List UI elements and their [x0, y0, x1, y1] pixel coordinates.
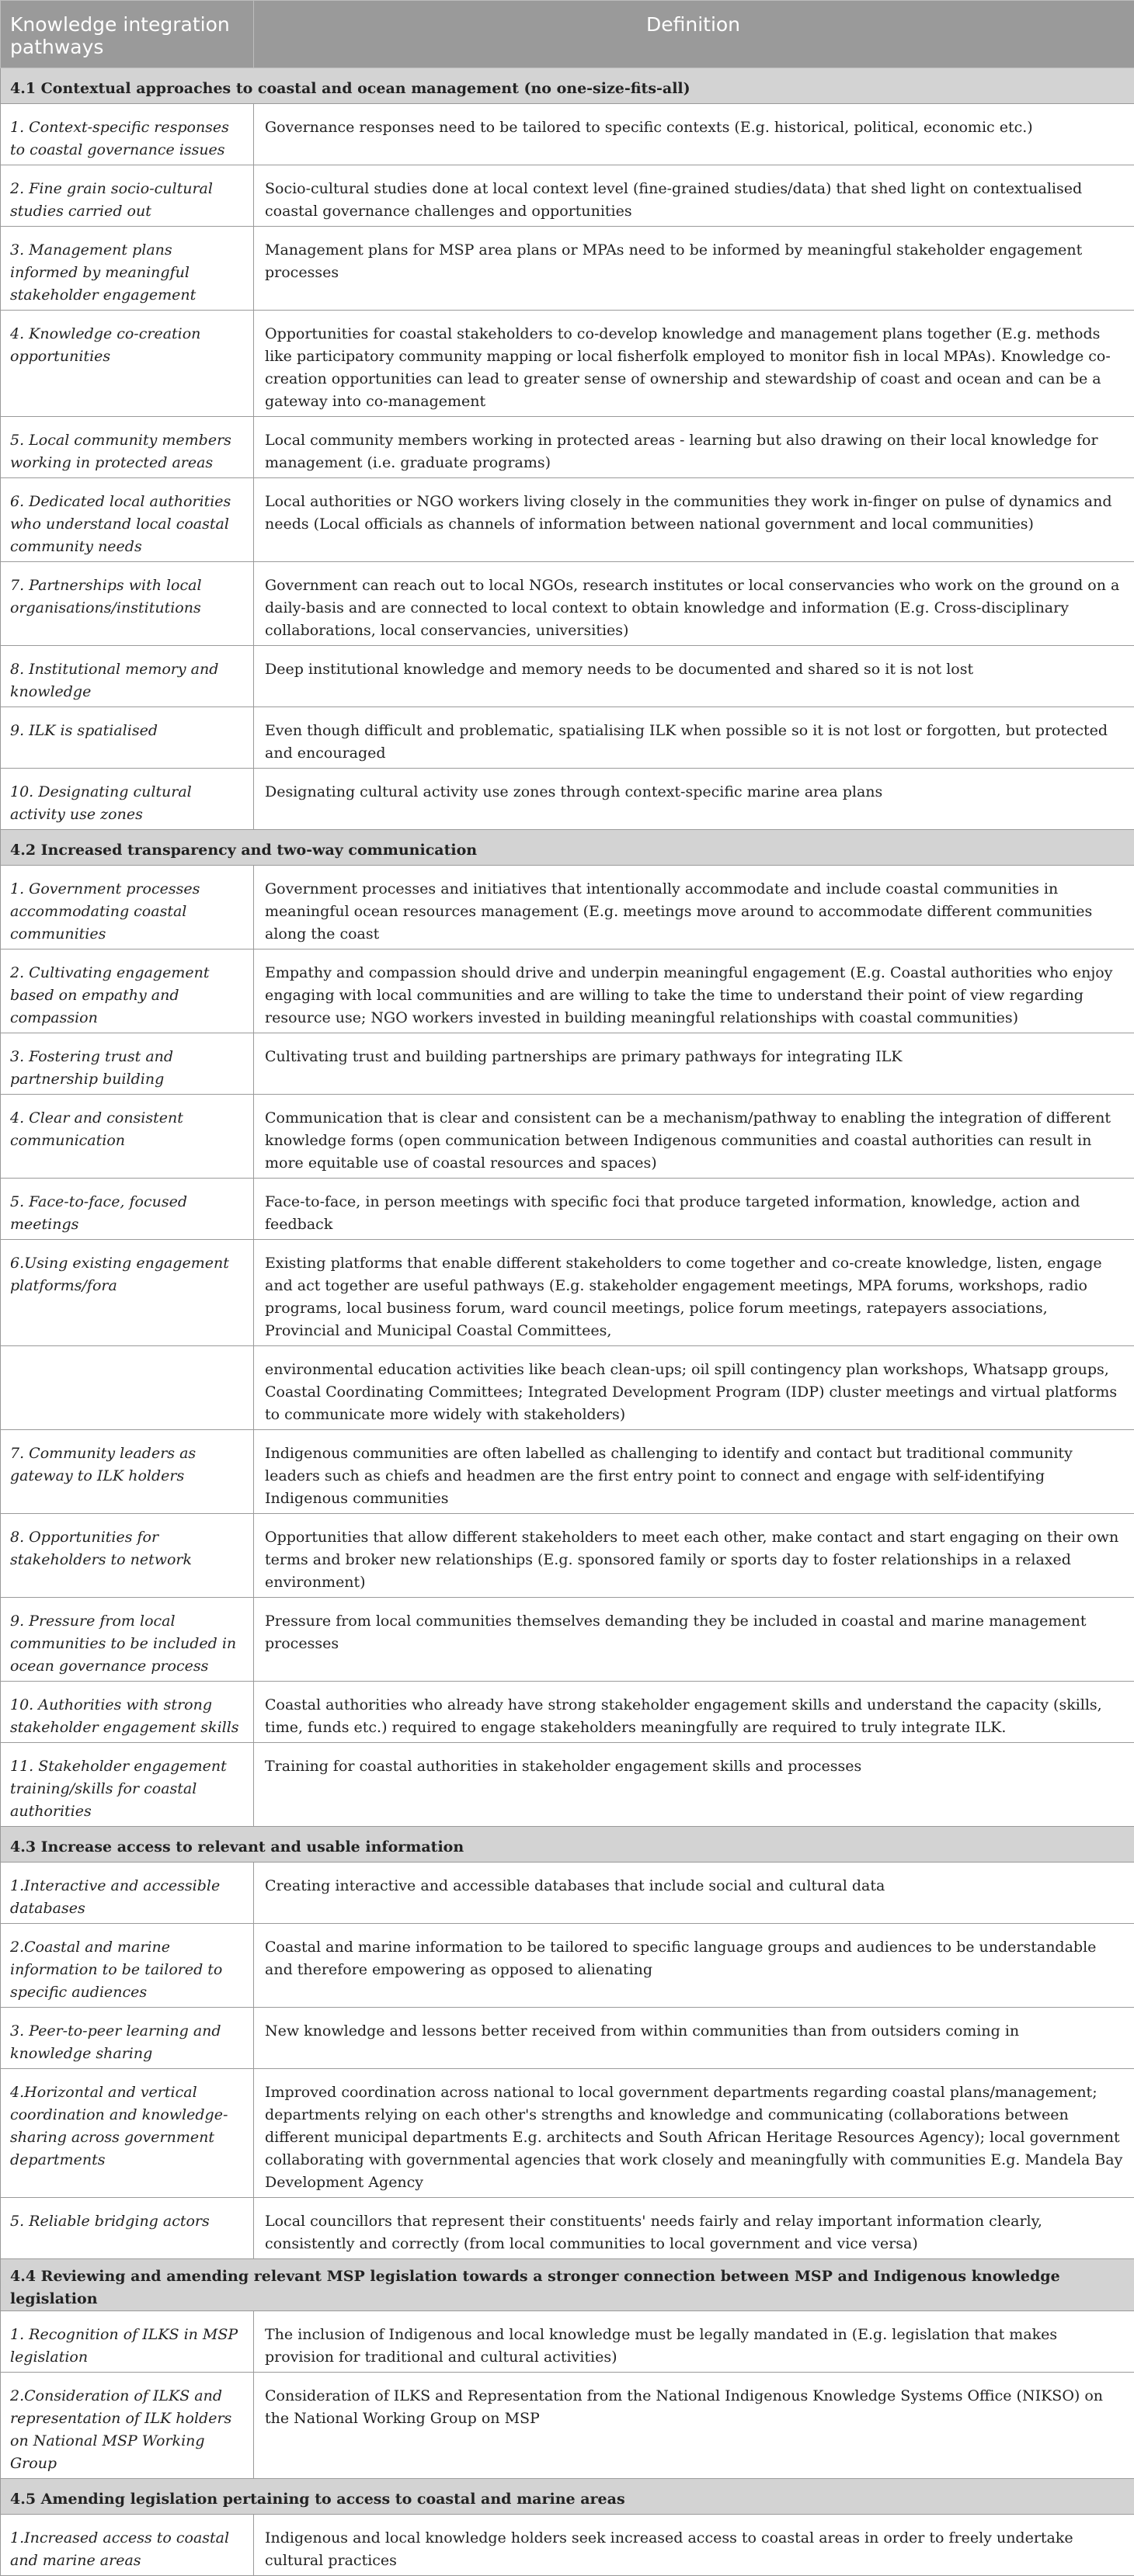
table-row — [1, 227, 1134, 311]
pathway-cell — [1, 1346, 254, 1430]
definition-cell: Opportunities that allow different stakeholders to meet each other, make contact and start engaging on their own terms and broker new relationships (E.g. sponsored family or sports day to foster relationships in a relaxed environment) — [254, 1514, 1134, 1598]
section-title: 4.5 Amending legislation pertaining to access to coastal and marine areas — [1, 2479, 1134, 2515]
pathway-cell: 2.Coastal and marine information to be tailored to specific audiences — [1, 1924, 254, 2008]
definition-cell: Indigenous and local knowledge holders seek increased access to coastal areas in order to freely undertake cultural practices — [254, 2515, 1134, 2576]
table-row — [1, 707, 1134, 769]
table-row — [1, 1095, 1134, 1179]
definition-cell: Pressure from local communities themselves demanding they be included in coastal and marine management processes — [254, 1598, 1134, 1682]
pathway-cell: 5. Reliable bridging actors — [1, 2198, 254, 2259]
definition-cell: Coastal authorities who already have strong stakeholder engagement skills and understand the capacity (skills, time, funds etc.) required to engage stakeholders meaningfully are required to truly integrate ILK. — [254, 1682, 1134, 1743]
pathway-cell: 4. Knowledge co-creation opportunities — [1, 311, 254, 417]
section-row — [1, 2259, 1134, 2311]
pathway-cell: 7. Community leaders as gateway to ILK holders — [1, 1430, 254, 1514]
pathway-cell: 3. Management plans informed by meaningful stakeholder engagement — [1, 227, 254, 311]
table-row — [1, 2008, 1134, 2069]
table-row — [1, 769, 1134, 830]
pathway-cell: 3. Peer-to-peer learning and knowledge sharing — [1, 2008, 254, 2069]
definition-cell: Existing platforms that enable different stakeholders to come together and co-create knowledge, listen, engage and act together are useful pathways (E.g. stakeholder engagement meetings, MPA forums, workshops, radio programs, local business forum, ward council meetings, police forum meetings, ratepayers associations, Provincial and Municipal Coastal Committees, — [254, 1240, 1134, 1346]
pathway-cell: 4.Horizontal and vertical coordination and knowledge-sharing across government departments — [1, 2069, 254, 2198]
table-row — [1, 1924, 1134, 2008]
definition-cell: Government processes and initiatives that intentionally accommodate and include coastal communities in meaningful ocean resources management (E.g. meetings move around to accommodate different communities along the coast — [254, 866, 1134, 950]
pathway-cell: 6. Dedicated local authorities who understand local coastal community needs — [1, 478, 254, 562]
pathway-cell: 9. Pressure from local communities to be included in ocean governance process — [1, 1598, 254, 1682]
pathway-cell: 8. Opportunities for stakeholders to network — [1, 1514, 254, 1598]
table-row — [1, 1033, 1134, 1095]
definition-cell: Designating cultural activity use zones through context-specific marine area plans — [254, 769, 1134, 830]
table-row — [1, 2311, 1134, 2373]
pathway-cell: 3. Fostering trust and partnership building — [1, 1033, 254, 1095]
definition-cell: Government can reach out to local NGOs, research institutes or local conservancies who work on the ground on a daily-basis and are connected to local context to obtain knowledge and information (E.g. Cross-disciplinary collaborations, local conservancies, universities) — [254, 562, 1134, 646]
header-pathways: Knowledge integration pathways — [1, 1, 254, 68]
pathway-cell: 7. Partnerships with local organisations/institutions — [1, 562, 254, 646]
section-row — [1, 68, 1134, 104]
pathway-cell: 1. Context-specific responses to coastal governance issues — [1, 104, 254, 165]
table-row — [1, 104, 1134, 165]
section-title: 4.2 Increased transparency and two-way communication — [1, 830, 1134, 866]
table-row — [1, 2515, 1134, 2576]
definition-cell: Coastal and marine information to be tailored to specific language groups and audiences to be understandable and therefore empowering as opposed to alienating — [254, 1924, 1134, 2008]
table-row — [1, 2373, 1134, 2479]
table-row — [1, 2198, 1134, 2259]
definition-cell: environmental education activities like beach clean-ups; oil spill contingency plan workshops, Whatsapp groups, Coastal Coordinating Committees; Integrated Development Program (IDP) cluster meetings and virtual platforms to communicate more widely with stakeholders) — [254, 1346, 1134, 1430]
table-row — [1, 646, 1134, 707]
definition-cell: Empathy and compassion should drive and underpin meaningful engagement (E.g. Coastal authorities who enjoy engaging with local communities and are willing to take the time to understand their point of view regarding resource use; NGO workers invested in building meaningful relationships with coastal communities) — [254, 950, 1134, 1033]
table-row — [1, 417, 1134, 478]
definition-cell: Management plans for MSP area plans or MPAs need to be informed by meaningful stakeholder engagement processes — [254, 227, 1134, 311]
definition-cell: Indigenous communities are often labelled as challenging to identify and contact but traditional community leaders such as chiefs and headmen are the first entry point to connect and engage with self-identifying Indigenous communities — [254, 1430, 1134, 1514]
table-row — [1, 950, 1134, 1033]
definition-cell: The inclusion of Indigenous and local knowledge must be legally mandated in (E.g. legislation that makes provision for traditional and cultural activities) — [254, 2311, 1134, 2373]
definition-cell: Deep institutional knowledge and memory needs to be documented and shared so it is not lost — [254, 646, 1134, 707]
definition-cell: Socio-cultural studies done at local context level (fine-grained studies/data) that shed light on contextualised coastal governance challenges and opportunities — [254, 165, 1134, 227]
table-row — [1, 1179, 1134, 1240]
table-row — [1, 1598, 1134, 1682]
definition-cell: Communication that is clear and consistent can be a mechanism/pathway to enabling the integration of different knowledge forms (open communication between Indigenous communities and coastal authorities can result in more equitable use of coastal resources and spaces) — [254, 1095, 1134, 1179]
pathway-cell: 10. Authorities with strong stakeholder engagement skills — [1, 1682, 254, 1743]
table-row — [1, 1346, 1134, 1430]
definition-cell: Local authorities or NGO workers living closely in the communities they work in-finger on pulse of dynamics and needs (Local officials as channels of information between national government and local communities) — [254, 478, 1134, 562]
table-row — [1, 1743, 1134, 1827]
table-row — [1, 2069, 1134, 2198]
pathway-cell: 2. Cultivating engagement based on empathy and compassion — [1, 950, 254, 1033]
section-title: 4.1 Contextual approaches to coastal and ocean management (no one-size-fits-all) — [1, 68, 1134, 104]
pathway-cell: 11. Stakeholder engagement training/skills for coastal authorities — [1, 1743, 254, 1827]
table-row — [1, 1240, 1134, 1346]
section-title: 4.4 Reviewing and amending relevant MSP legislation towards a stronger connection between MSP and Indigenous knowledge legislation — [1, 2259, 1134, 2311]
table-row — [1, 562, 1134, 646]
definition-cell: Consideration of ILKS and Representation from the National Indigenous Knowledge Systems Office (NIKSO) on the National Working Group on MSP — [254, 2373, 1134, 2479]
definition-cell: Improved coordination across national to local government departments regarding coastal plans/management; departments relying on each other's strengths and knowledge and communicating (collaborations between different municipal departments E.g. architects and South African Heritage Resources Agency); local government collaborating with governmental agencies that work closely and meaningfully with communities E.g. Mandela Bay Development Agency — [254, 2069, 1134, 2198]
pathway-cell: 1. Recognition of ILKS in MSP legislation — [1, 2311, 254, 2373]
pathway-cell: 5. Local community members working in protected areas — [1, 417, 254, 478]
pathway-cell: 1.Increased access to coastal and marine areas — [1, 2515, 254, 2576]
pathway-cell: 1.Interactive and accessible databases — [1, 1863, 254, 1924]
header-definition: Definition — [254, 1, 1134, 68]
definition-cell: Local councillors that represent their constituents' needs fairly and relay important information clearly, consistently and correctly (from local communities to local government and vice versa) — [254, 2198, 1134, 2259]
section-row — [1, 1827, 1134, 1863]
definition-cell: Even though difficult and problematic, spatialising ILK when possible so it is not lost or forgotten, but protected and encouraged — [254, 707, 1134, 769]
table-row — [1, 311, 1134, 417]
pathway-cell: 10. Designating cultural activity use zones — [1, 769, 254, 830]
pathway-cell: 6.Using existing engagement platforms/fora — [1, 1240, 254, 1346]
definition-cell: Face-to-face, in person meetings with specific foci that produce targeted information, knowledge, action and feedback — [254, 1179, 1134, 1240]
pathway-cell: 5. Face-to-face, focused meetings — [1, 1179, 254, 1240]
definition-cell: Governance responses need to be tailored to specific contexts (E.g. historical, political, economic etc.) — [254, 104, 1134, 165]
definition-cell: New knowledge and lessons better received from within communities than from outsiders coming in — [254, 2008, 1134, 2069]
pathway-cell: 1. Government processes accommodating coastal communities — [1, 866, 254, 950]
table-header-row — [1, 1, 1134, 68]
table-row — [1, 1682, 1134, 1743]
pathway-cell: 4. Clear and consistent communication — [1, 1095, 254, 1179]
definition-cell: Creating interactive and accessible databases that include social and cultural data — [254, 1863, 1134, 1924]
pathway-cell: 8. Institutional memory and knowledge — [1, 646, 254, 707]
section-row — [1, 2479, 1134, 2515]
table-row — [1, 1514, 1134, 1598]
table-row — [1, 866, 1134, 950]
table-row — [1, 165, 1134, 227]
section-title: 4.3 Increase access to relevant and usable information — [1, 1827, 1134, 1863]
pathway-cell: 9. ILK is spatialised — [1, 707, 254, 769]
pathway-cell: 2.Consideration of ILKS and representation of ILK holders on National MSP Working Group — [1, 2373, 254, 2479]
section-row — [1, 830, 1134, 866]
table-row — [1, 1430, 1134, 1514]
table-row — [1, 478, 1134, 562]
definition-cell: Training for coastal authorities in stakeholder engagement skills and processes — [254, 1743, 1134, 1827]
definition-cell: Opportunities for coastal stakeholders to co-develop knowledge and management plans together (E.g. methods like participatory community mapping or local fisherfolk employed to monitor fish in local MPAs). Knowledge co-creation opportunities can lead to greater sense of ownership and stewardship of coast and ocean and can be a gateway into co-management — [254, 311, 1134, 417]
definition-cell: Local community members working in protected areas - learning but also drawing on their local knowledge for management (i.e. graduate programs) — [254, 417, 1134, 478]
definition-cell: Cultivating trust and building partnerships are primary pathways for integrating ILK — [254, 1033, 1134, 1095]
pathway-cell: 2. Fine grain socio-cultural studies carried out — [1, 165, 254, 227]
table-row — [1, 1863, 1134, 1924]
